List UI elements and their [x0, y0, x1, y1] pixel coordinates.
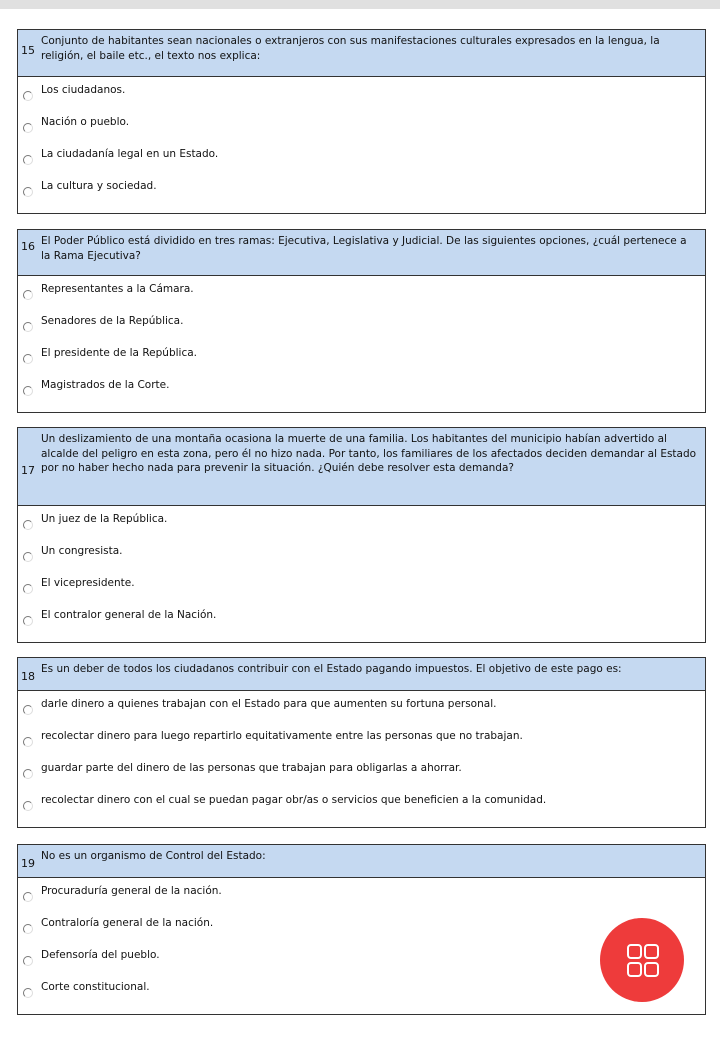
radio-button[interactable]	[23, 616, 33, 626]
question-number: 19	[21, 857, 35, 870]
radio-button[interactable]	[23, 187, 33, 197]
answer-option[interactable]	[18, 880, 705, 912]
radio-button[interactable]	[23, 386, 33, 396]
question-18	[17, 657, 706, 828]
question-header	[18, 428, 705, 506]
answer-option[interactable]	[18, 79, 705, 111]
question-19	[17, 844, 706, 1015]
option-label: Senadores de la República.	[41, 315, 184, 327]
apps-menu-button[interactable]	[600, 918, 684, 1002]
radio-button[interactable]	[23, 737, 33, 747]
answer-option[interactable]	[18, 693, 705, 725]
answer-option[interactable]	[18, 540, 705, 572]
grid-apps-icon	[627, 962, 642, 977]
option-label: El presidente de la República.	[41, 347, 197, 359]
option-label: Procuraduría general de la nación.	[41, 885, 222, 897]
option-label: Un congresista.	[41, 545, 123, 557]
question-text: No es un organismo de Control del Estado:	[41, 850, 266, 862]
question-15	[17, 29, 706, 214]
option-label: recolectar dinero con el cual se puedan pagar obr/as o servicios que beneficien a la comunidad.	[41, 794, 547, 806]
grid-apps-icon	[627, 944, 642, 959]
radio-button[interactable]	[23, 769, 33, 779]
option-label: El vicepresidente.	[41, 577, 135, 589]
question-header	[18, 845, 705, 878]
radio-button[interactable]	[23, 705, 33, 715]
option-label: Un juez de la República.	[41, 513, 168, 525]
answer-option[interactable]	[18, 175, 705, 207]
question-text: Es un deber de todos los ciudadanos contribuir con el Estado pagando impuestos. El objetivo de este pago es:	[41, 663, 622, 675]
radio-button[interactable]	[23, 354, 33, 364]
answer-option[interactable]	[18, 976, 705, 1008]
answer-option[interactable]	[18, 789, 705, 821]
radio-button[interactable]	[23, 123, 33, 133]
answer-option[interactable]	[18, 111, 705, 143]
answer-option[interactable]	[18, 278, 705, 310]
answer-option[interactable]	[18, 757, 705, 789]
answer-option[interactable]	[18, 310, 705, 342]
option-label: darle dinero a quienes trabajan con el Estado para que aumenten su fortuna personal.	[41, 698, 497, 710]
radio-button[interactable]	[23, 584, 33, 594]
grid-apps-icon	[644, 944, 659, 959]
answer-option[interactable]	[18, 374, 705, 406]
question-number: 15	[21, 44, 35, 57]
radio-button[interactable]	[23, 155, 33, 165]
question-text: El Poder Público está dividido en tres ramas: Ejecutiva, Legislativa y Judicial. De las siguientes opciones, ¿cuál pertenece a la Rama Ejecutiva?	[41, 235, 687, 262]
answer-option[interactable]	[18, 604, 705, 636]
grid-apps-icon	[644, 962, 659, 977]
question-16	[17, 229, 706, 413]
radio-button[interactable]	[23, 892, 33, 902]
answer-option[interactable]	[18, 143, 705, 175]
option-label: Defensoría del pueblo.	[41, 949, 160, 961]
question-text: Un deslizamiento de una montaña ocasiona la muerte de una familia. Los habitantes del municipio habían advertido al alcalde del peligro en esta zona, pero él no hizo nada. Por tanto, los familiares de los afectados deciden demandar al Estado por no haber hecho nada para prevenir la situación. ¿Quién debe resolver esta demanda?	[41, 433, 697, 474]
radio-button[interactable]	[23, 956, 33, 966]
radio-button[interactable]	[23, 552, 33, 562]
option-label: El contralor general de la Nación.	[41, 609, 217, 621]
option-label: Nación o pueblo.	[41, 116, 130, 128]
radio-button[interactable]	[23, 801, 33, 811]
question-text: Conjunto de habitantes sean nacionales o extranjeros con sus manifestaciones culturales expresados en la lengua, la religión, el baile etc., el texto nos explica:	[41, 35, 660, 62]
question-number: 16	[21, 240, 35, 253]
answer-option[interactable]	[18, 572, 705, 604]
question-header	[18, 230, 705, 276]
radio-button[interactable]	[23, 290, 33, 300]
option-label: Representantes a la Cámara.	[41, 283, 194, 295]
option-label: La ciudadanía legal en un Estado.	[41, 148, 219, 160]
question-number: 17	[21, 464, 35, 477]
radio-button[interactable]	[23, 322, 33, 332]
radio-button[interactable]	[23, 924, 33, 934]
option-label: Corte constitucional.	[41, 981, 150, 993]
option-label: Contraloría general de la nación.	[41, 917, 214, 929]
question-17	[17, 427, 706, 643]
option-label: Los ciudadanos.	[41, 84, 126, 96]
radio-button[interactable]	[23, 91, 33, 101]
question-header	[18, 658, 705, 691]
option-label: Magistrados de la Corte.	[41, 379, 170, 391]
radio-button[interactable]	[23, 988, 33, 998]
radio-button[interactable]	[23, 520, 33, 530]
question-number: 18	[21, 670, 35, 683]
question-header	[18, 30, 705, 77]
option-label: La cultura y sociedad.	[41, 180, 157, 192]
answer-option[interactable]	[18, 912, 705, 944]
answer-option[interactable]	[18, 725, 705, 757]
option-label: guardar parte del dinero de las personas que trabajan para obligarlas a ahorrar.	[41, 762, 462, 774]
answer-option[interactable]	[18, 508, 705, 540]
answer-option[interactable]	[18, 342, 705, 374]
option-label: recolectar dinero para luego repartirlo equitativamente entre las personas que no trabajan.	[41, 730, 523, 742]
top-bar	[0, 0, 720, 9]
